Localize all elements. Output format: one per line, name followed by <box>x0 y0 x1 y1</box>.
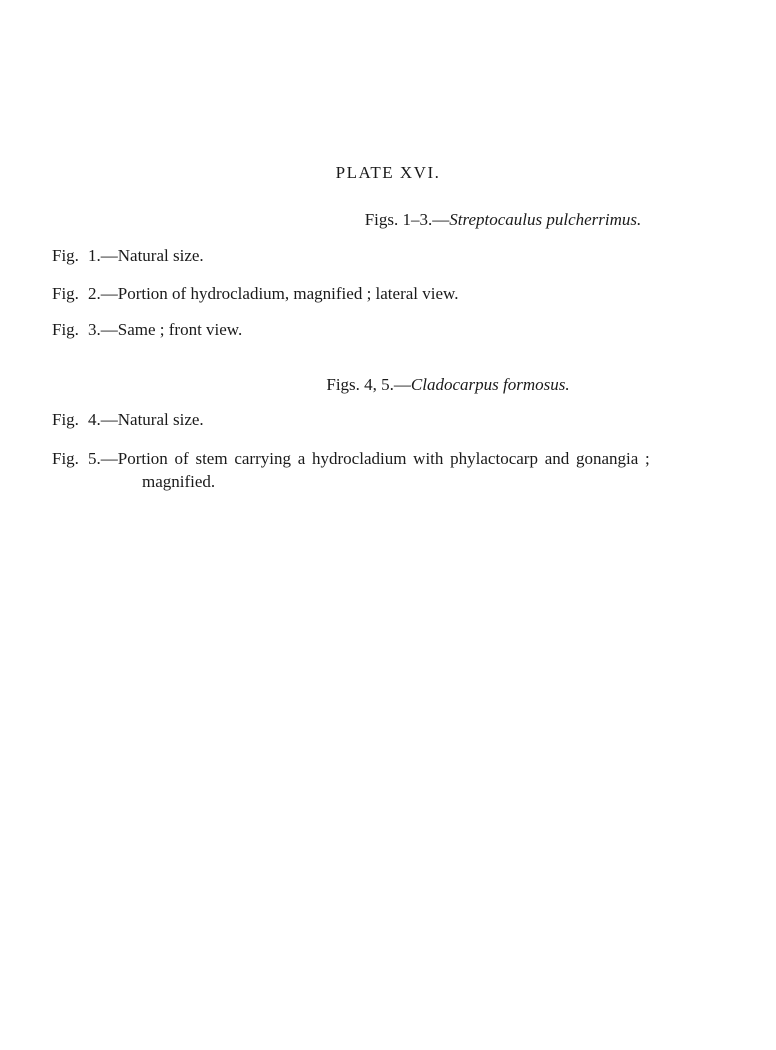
fig-description: Natural size. <box>117 410 204 429</box>
fig-number: 5.— <box>88 449 118 468</box>
fig-description-continuation: magnified. <box>142 472 216 491</box>
species-name: Cladocarpus formosus. <box>410 375 570 394</box>
fig-description: Portion of stem carrying a hydrocladium with phylactocarp and gonangia ; <box>117 449 650 468</box>
fig-label: Fig. <box>52 410 79 429</box>
section-heading-1 <box>0 210 776 230</box>
fig-label: Fig. <box>52 449 79 468</box>
fig-label: Fig. <box>52 246 79 265</box>
section-heading-2 <box>0 375 776 395</box>
section-prefix: Figs. 1–3.— <box>364 210 450 229</box>
fig-description: Same ; front view. <box>117 320 243 339</box>
fig-number: 1.— <box>88 246 118 265</box>
plate-title <box>0 163 776 183</box>
fig-label: Fig. <box>52 320 79 339</box>
fig-number: 2.— <box>88 284 118 303</box>
figure-entry <box>52 410 204 430</box>
fig-description: Natural size. <box>117 246 204 265</box>
figure-entry <box>52 320 242 340</box>
fig-number: 4.— <box>88 410 118 429</box>
fig-label: Fig. <box>52 284 79 303</box>
figure-entry <box>52 449 650 469</box>
fig-description: Portion of hydrocladium, magnified ; lateral view. <box>117 284 459 303</box>
fig-number: 3.— <box>88 320 118 339</box>
figure-entry <box>52 284 458 304</box>
figure-entry <box>52 246 204 266</box>
section-prefix: Figs. 4, 5.— <box>326 375 411 394</box>
species-name: Streptocaulus pulcherrimus. <box>449 210 642 229</box>
plate-title-text: PLATE XVI. <box>335 163 441 182</box>
